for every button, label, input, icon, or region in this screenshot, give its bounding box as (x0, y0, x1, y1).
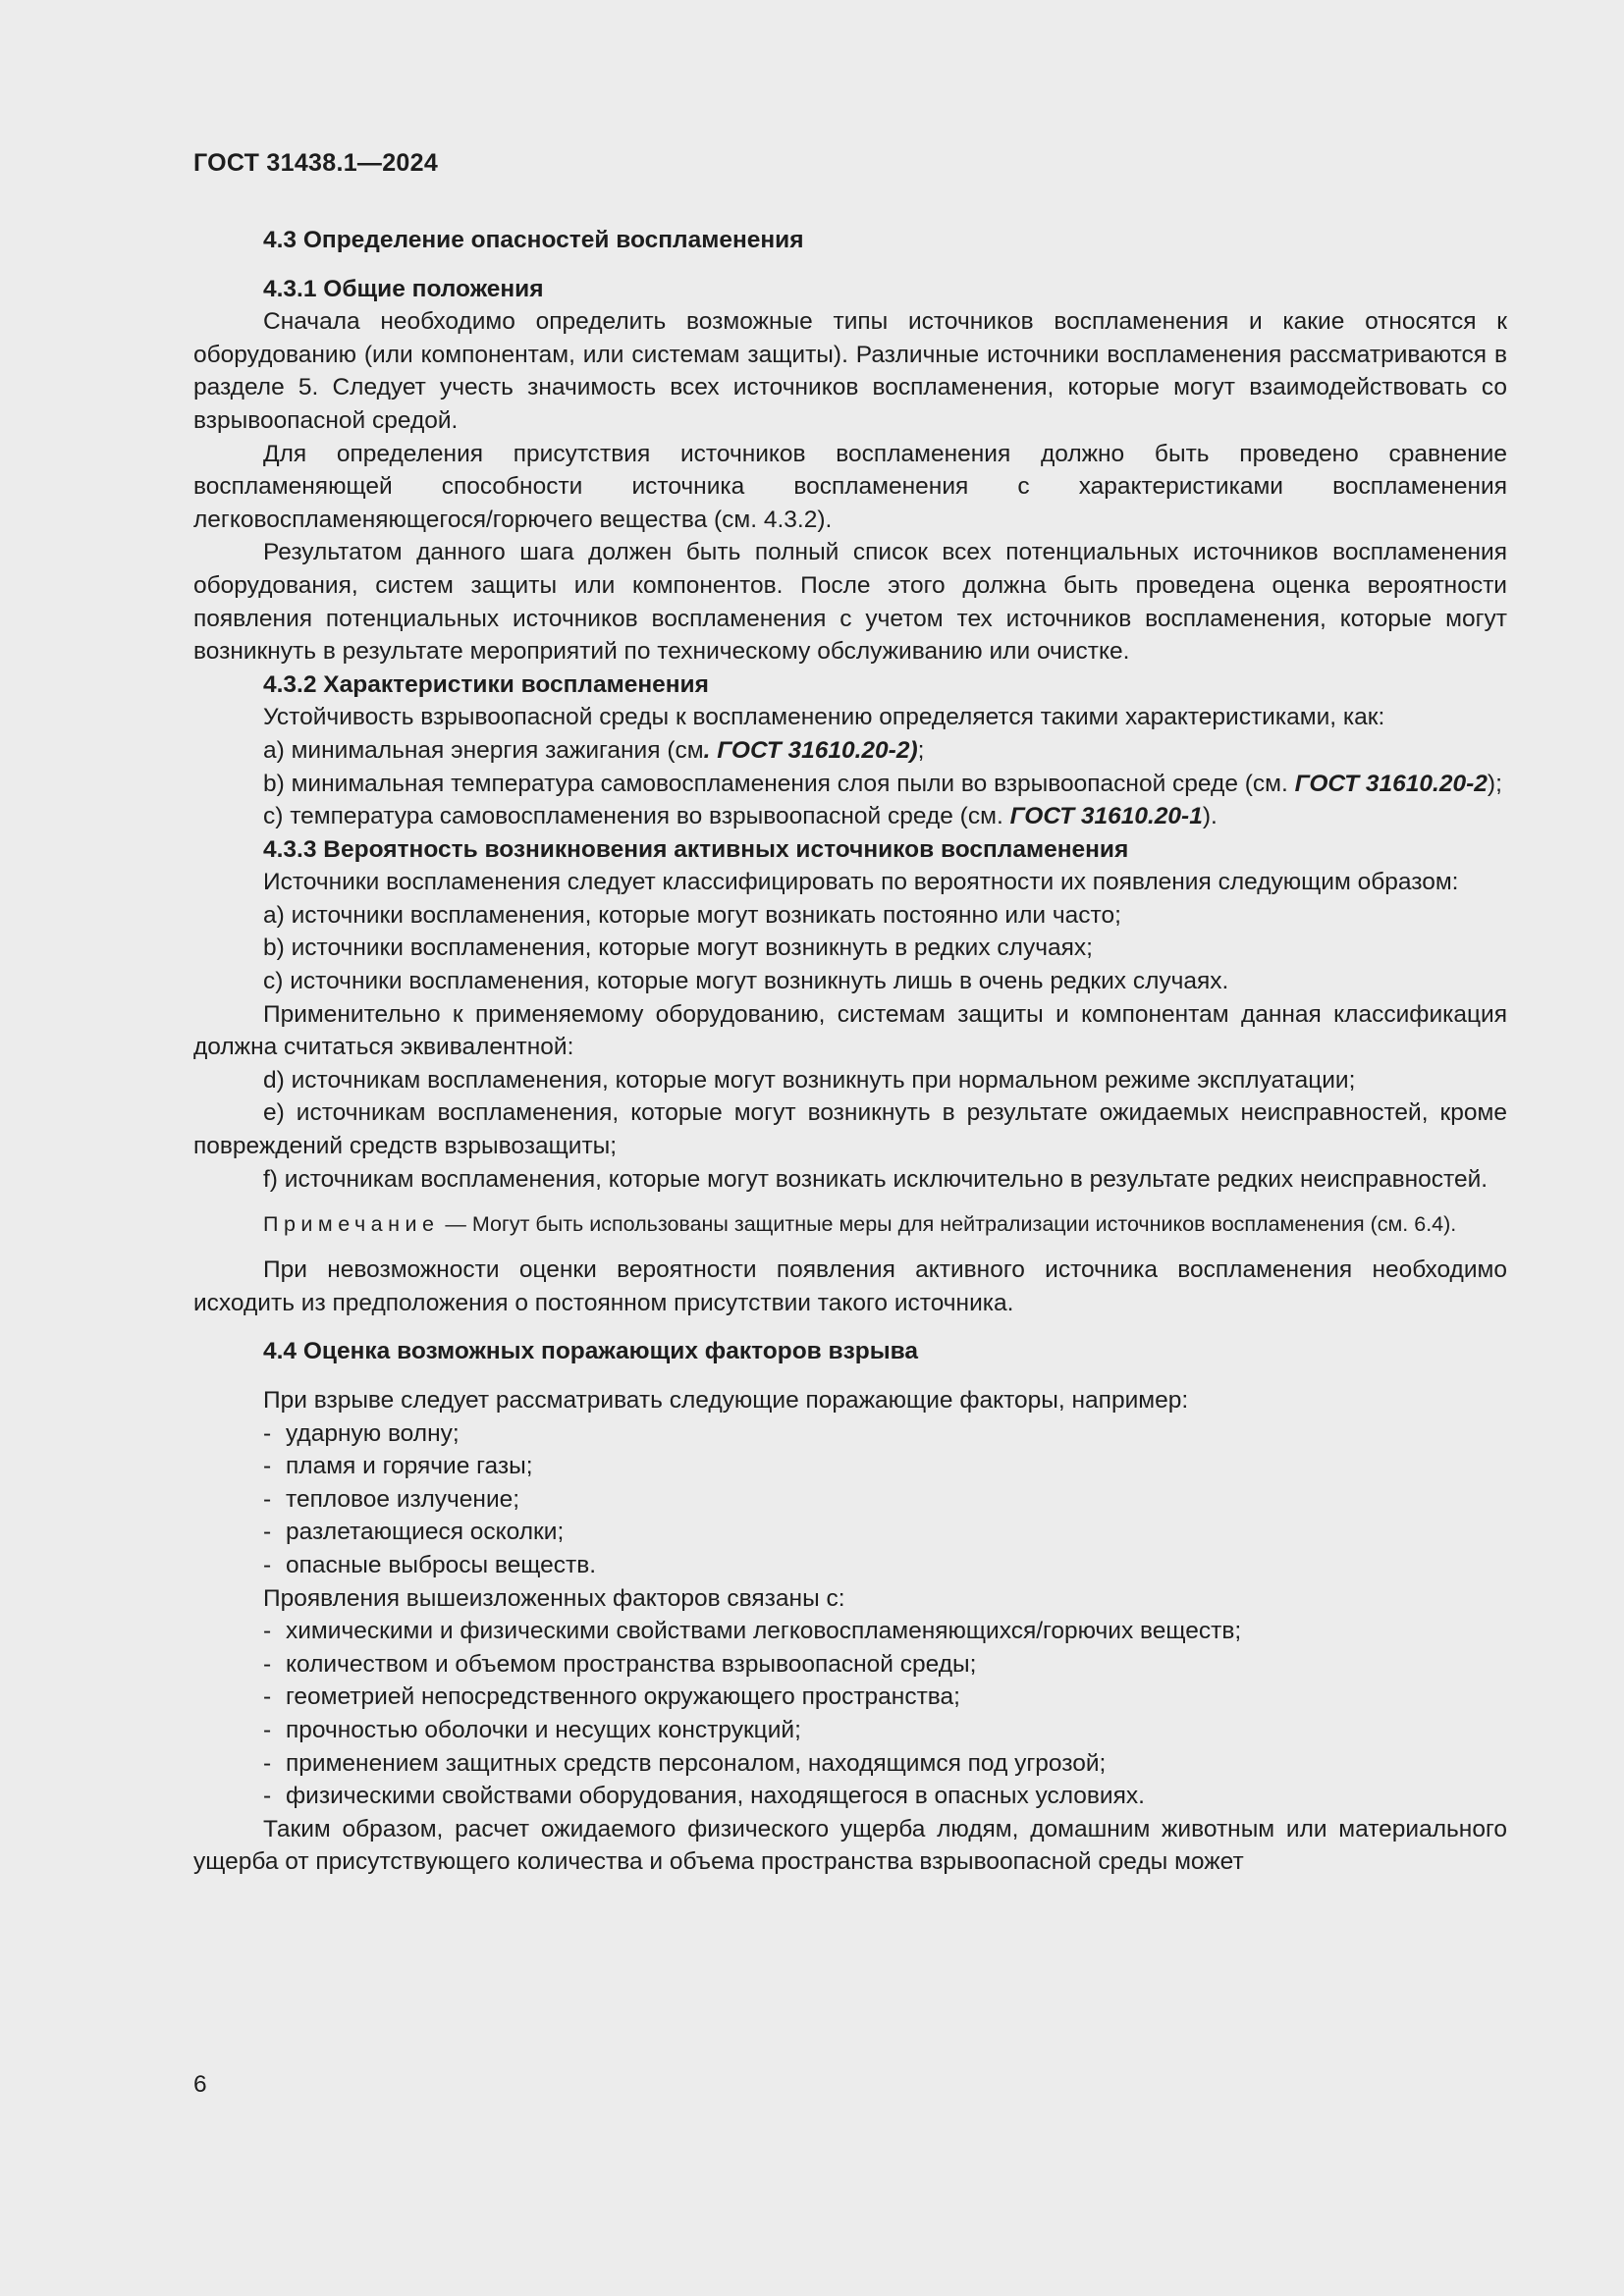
paragraph: При взрыве следует рассматривать следующие поражающие факторы, например: (263, 1387, 1189, 1414)
dash-list-item (193, 1483, 1507, 1517)
dash-item-text: опасные выбросы веществ. (286, 1551, 597, 1578)
factors-list (193, 1417, 1507, 1582)
dash-marker: - (263, 1551, 272, 1578)
dash-marker: - (263, 1783, 272, 1810)
dash-list-item (193, 1615, 1507, 1648)
section-4-3-heading: 4.3 Определение опасностей воспламенения (263, 227, 804, 253)
dash-marker: - (263, 1650, 272, 1678)
dash-marker: - (263, 1683, 272, 1711)
dash-marker: - (263, 1618, 272, 1645)
dash-marker: - (263, 1749, 272, 1777)
dash-item-text: количеством и объемом пространства взрывоопасной среды; (286, 1650, 977, 1678)
section-gap (193, 1319, 1507, 1335)
list-item-end: ); (1487, 770, 1502, 797)
list-item-text: c) температура самовоспламенения во взрывоопасной среде (см. (263, 803, 1010, 830)
dash-marker: - (263, 1419, 272, 1447)
paragraph: Таким образом, расчет ожидаемого физического ущерба людям, домашним животным или материального ущерба от присутствующего количества и объема пространства взрывоопасной среды может (193, 1815, 1507, 1876)
list-item: d) источникам воспламенения, которые могут возникнуть при нормальном режиме эксплуатации; (263, 1066, 1356, 1094)
dash-list-item (193, 1714, 1507, 1747)
paragraph: Результатом данного шага должен быть полный список всех потенциальных источников воспламенения оборудования, систем защиты или компонентов. После этого должна быть проведена оценка вероятности появления потенциальных источников воспламенения с учетом тех источников воспламенения, которые могут возникнуть в результате мероприятий по техническому обслуживанию или очистке. (193, 539, 1507, 666)
dash-list-item (193, 1747, 1507, 1781)
list-item-end: ). (1202, 803, 1218, 830)
dash-marker: - (263, 1519, 272, 1546)
dash-item-text: химическими и физическими свойствами легковоспламеняющихся/горючих веществ; (286, 1618, 1242, 1645)
document-header: ГОСТ 31438.1—2024 (193, 149, 439, 177)
section-4-3-1-heading: 4.3.1 Общие положения (263, 275, 544, 302)
list-item: a) источники воспламенения, которые могут возникать постоянно или часто; (263, 901, 1121, 929)
dash-list-item (193, 1648, 1507, 1682)
list-item-text: a) минимальная энергия зажигания (см (263, 736, 704, 764)
paragraph: Проявления вышеизложенных факторов связаны с: (263, 1584, 845, 1612)
paragraph: При невозможности оценки вероятности появления активного источника воспламенения необходимо исходить из предположения о постоянном присутствии такого источника. (193, 1256, 1507, 1316)
list-item (193, 800, 1507, 833)
note-text: — Могут быть использованы защитные меры для нейтрализации источников воспламенения (см. 6.4). (439, 1212, 1457, 1237)
dash-item-text: геометрией непосредственного окружающего пространства; (286, 1683, 960, 1711)
links-list (193, 1615, 1507, 1813)
section-4-3-3-heading: 4.3.3 Вероятность возникновения активных источников воспламенения (263, 835, 1129, 863)
document-body (193, 224, 1507, 1879)
paragraph: Устойчивость взрывоопасной среды к воспламенению определяется такими характеристиками, как: (263, 704, 1385, 731)
list-item: c) источники воспламенения, которые могут возникнуть лишь в очень редких случаях. (263, 968, 1229, 995)
dash-marker: - (263, 1453, 272, 1480)
dash-list-item (193, 1516, 1507, 1549)
dash-item-text: физическими свойствами оборудования, находящегося в опасных условиях. (286, 1783, 1145, 1810)
section-4-4-heading: 4.4 Оценка возможных поражающих факторов взрыва (263, 1338, 919, 1365)
list-item (193, 734, 1507, 768)
paragraph: Для определения присутствия источников воспламенения должно быть проведено сравнение воспламеняющей способности источника воспламенения с характеристиками воспламенения легковоспламеняющегося/горючего вещества (см. 4.3.2). (193, 440, 1507, 533)
dash-marker: - (263, 1716, 272, 1743)
list-item: f) источникам воспламенения, которые могут возникать исключительно в результате редких неисправностей. (263, 1165, 1489, 1193)
dash-item-text: пламя и горячие газы; (286, 1453, 533, 1480)
list-item-end: ; (917, 736, 925, 764)
dash-list-item (193, 1681, 1507, 1714)
dash-list-item (193, 1780, 1507, 1813)
standard-reference: ГОСТ 31610.20-2 (1294, 770, 1488, 797)
dash-marker: - (263, 1485, 272, 1513)
list-item (193, 768, 1507, 801)
note-label: Примечание (263, 1212, 440, 1237)
paragraph: Источники воспламенения следует классифицировать по вероятности их появления следующим образом: (263, 869, 1459, 896)
dash-list-item (193, 1417, 1507, 1451)
dash-list-item (193, 1450, 1507, 1483)
list-item: b) источники воспламенения, которые могут возникнуть в редких случаях; (263, 934, 1093, 962)
paragraph: Сначала необходимо определить возможные типы источников воспламенения и какие относятся к оборудованию (или компонентам, или системам защиты). Различные источники воспламенения рассматриваются в разделе 5. Следует учесть значимость всех источников воспламенения, которые могут взаимодействовать со взрывоопасной средой. (193, 308, 1507, 434)
list-item-text: b) минимальная температура самовоспламенения слоя пыли во взрывоопасной среде (см. (263, 770, 1295, 797)
dash-item-text: прочностью оболочки и несущих конструкций; (286, 1716, 801, 1743)
section-4-3-2-heading: 4.3.2 Характеристики воспламенения (263, 670, 709, 698)
page-number: 6 (193, 2071, 207, 2098)
paragraph: Применительно к применяемому оборудованию, системам защиты и компонентам данная классификация должна считаться эквивалентной: (193, 1000, 1507, 1061)
list-item: e) источникам воспламенения, которые могут возникнуть в результате ожидаемых неисправностей, кроме повреждений средств взрывозащиты; (193, 1099, 1507, 1160)
standard-reference: . ГОСТ 31610.20-2) (703, 736, 918, 764)
dash-list-item (193, 1549, 1507, 1582)
note (193, 1208, 1507, 1241)
dash-item-text: тепловое излучение; (286, 1485, 520, 1513)
standard-reference: ГОСТ 31610.20-1 (1009, 803, 1203, 830)
dash-item-text: разлетающиеся осколки; (286, 1519, 565, 1546)
dash-item-text: ударную волну; (286, 1419, 460, 1447)
dash-item-text: применением защитных средств персоналом, находящимся под угрозой; (286, 1749, 1107, 1777)
